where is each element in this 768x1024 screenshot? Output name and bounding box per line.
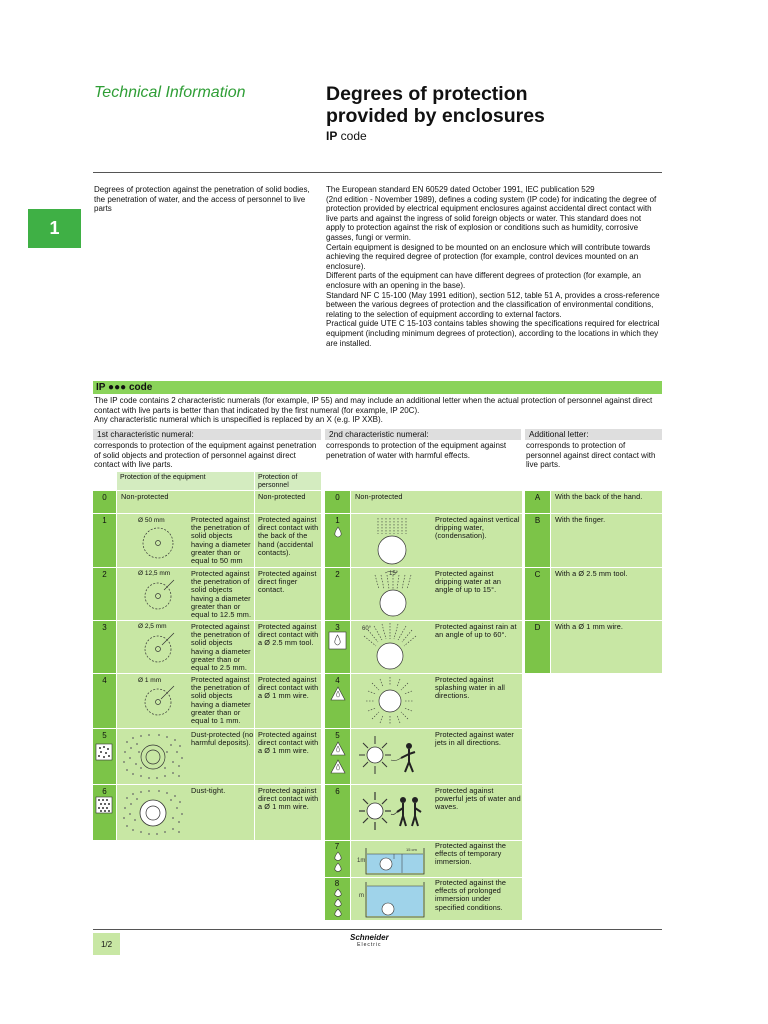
diameter-label: Ø 12,5 mm xyxy=(138,570,171,577)
prolonged-immersion-icon xyxy=(356,879,431,919)
subtitle-rest: code xyxy=(337,129,367,143)
intro-p5: Standard NF C 15-100 (May 1991 edition), section 512, table 51 A, provides a cross-reference between the various degrees of protection and the classification of environmental conditions, relating to the selection of equipment according to external factors. xyxy=(326,290,660,319)
water-7: Protected against the effects of temporary immersion. xyxy=(435,841,507,867)
prolonged-drops-icon xyxy=(333,888,343,918)
intro-p1: The European standard EN 60529 dated October 1991, IEC publication 529 xyxy=(326,185,595,194)
temporary-immersion-icon xyxy=(356,842,431,876)
equip-6: Dust-tight. xyxy=(191,786,226,795)
water-8: Protected against the effects of prolonged immersion under specified conditions. xyxy=(435,878,507,912)
dust-symbol-icon xyxy=(96,744,112,760)
first-num-4: 4 xyxy=(102,676,107,685)
water-jets-icon xyxy=(355,730,433,782)
intro-right xyxy=(326,185,662,348)
water-2: Protected against dripping water at an angle of up to 15°. xyxy=(435,569,502,595)
first-num-6: 6 xyxy=(102,787,107,796)
intro-left: Degrees of protection against the penetration of solid bodies, the penetration of water, and the access of personnel to live parts xyxy=(94,185,310,214)
title-line-2: provided by enclosures xyxy=(326,105,545,127)
dust-protected-icon xyxy=(121,732,185,782)
water-5: Protected against water jets in all directions. xyxy=(435,730,514,748)
ip-code-bar: IP ●●● code xyxy=(93,381,662,394)
diameter-label: Ø 50 mm xyxy=(138,517,165,524)
rain-symbol-icon xyxy=(329,632,346,649)
intro-p3: Certain equipment is designed to be mounted on an enclosure which will contribute towards achieving the required degree of protection (for example, control devices mounted on an enclosure). xyxy=(326,242,651,271)
intro-p6: Practical guide UTE C 15-103 contains tables showing the specifications required for electrical equipment (including minimum degrees of protection), according to the locations in which they are installed. xyxy=(326,319,660,348)
sphere-50mm-icon xyxy=(140,525,176,561)
vertical-drip-icon xyxy=(368,516,418,566)
letter-c-text: With a Ø 2.5 mm tool. xyxy=(555,569,628,578)
equip-3: Protected against the penetration of solid objects having a diameter greater than or equal to 2.5 mm. xyxy=(191,622,251,673)
page-number: 1/2 xyxy=(93,933,120,955)
letter-b-text: With the finger. xyxy=(555,515,606,524)
letter-d: D xyxy=(534,623,541,632)
dust-tight-icon xyxy=(121,788,185,838)
jet-symbol-icon-1 xyxy=(330,741,346,756)
first-numeral-header: 1st characteristic numeral: xyxy=(93,429,321,440)
letter-c: C xyxy=(534,570,541,579)
letter-a-text: With the back of the hand. xyxy=(555,492,643,501)
brand-name: Schneider xyxy=(350,933,389,942)
second-num-0: 0 xyxy=(335,493,340,502)
depth-label-15cm: 15 cm xyxy=(406,847,417,852)
second-num-3: 3 xyxy=(335,623,340,632)
second-num-6: 6 xyxy=(335,787,340,796)
splash-all-directions-icon xyxy=(365,676,415,726)
first-num-2: 2 xyxy=(102,570,107,579)
section-label: Technical Information xyxy=(94,84,246,101)
letter-b: B xyxy=(534,516,541,525)
second-num-4: 4 xyxy=(335,676,340,685)
dust-tight-symbol-icon xyxy=(96,797,112,813)
chapter-tab: 1 xyxy=(28,209,81,248)
depth-label-m: m xyxy=(359,893,364,899)
person-5: Protected against direct contact with a Ø 1 mm wire. xyxy=(258,730,319,756)
brand-logo xyxy=(350,933,389,948)
ip-desc-1: The IP code contains 2 characteristic numerals (for example, IP 55) and may include an additional letter when the actual protection of personnel against direct contact with live parts is better than that indicated by the first numeral (for example, IP 20C). xyxy=(94,396,653,415)
intro-p2: (2nd edition - November 1989), defines a coding system (IP code) for indicating the degree of protection provided by electrical equipment enclosures against accidental direct contact with live parts and against the ingress of solid foreign objects or water. This standard does not apply to protection against the risk of explosion or conditions such as humidity, corrosive gasses, fungi or vermin. xyxy=(326,194,657,242)
diameter-label: Ø 1 mm xyxy=(138,677,162,684)
ip-description xyxy=(94,396,662,425)
second-num-8: 8 xyxy=(334,879,340,888)
additional-letter-header: Additional letter: xyxy=(525,429,662,440)
brand-sub: Electric xyxy=(357,942,382,948)
first-num-0: 0 xyxy=(102,493,107,502)
title-line-1: Degrees of protection xyxy=(326,83,528,105)
splash-symbol-icon xyxy=(330,686,346,701)
equip-1: Protected against the penetration of solid objects having a diameter greater than or equal to 50 mm xyxy=(191,515,251,566)
header-divider xyxy=(93,172,662,173)
person-4: Protected against direct contact with a Ø 1 mm wire. xyxy=(258,675,319,701)
drop-icon xyxy=(333,526,343,539)
second-num-1: 1 xyxy=(335,516,340,525)
equip-0: Non-protected xyxy=(121,492,169,501)
powerful-jets-icon xyxy=(355,786,433,838)
diameter-label: Ø 2,5 mm xyxy=(138,623,167,630)
person-0: Non-protected xyxy=(258,492,306,501)
sphere-2mm-icon xyxy=(140,631,176,667)
sphere-1mm-icon xyxy=(140,684,176,720)
angle-label: 15° xyxy=(389,571,399,577)
drip-15deg-icon xyxy=(365,569,420,619)
immersion-drops-icon xyxy=(333,851,343,875)
person-2: Protected against direct finger contact. xyxy=(258,569,317,595)
second-num-2: 2 xyxy=(335,570,340,579)
second-num-7: 7 xyxy=(334,842,340,851)
ip-desc-2: Any characteristic numeral which is unspecified is replaced by an X (e.g. IP XXB). xyxy=(94,415,383,425)
jet-symbol-icon-2 xyxy=(330,759,346,774)
equip-5: Dust-protected (no harmful deposits). xyxy=(191,730,254,748)
water-3: Protected against rain at an angle of up to 60°. xyxy=(435,622,517,640)
second-numeral-desc: corresponds to protection of the equipment against penetration of water with harmful effects. xyxy=(326,441,507,460)
equip-4: Protected against the penetration of solid objects having a diameter greater than or equal to 1 mm. xyxy=(191,675,251,726)
first-num-3: 3 xyxy=(102,623,107,632)
second-numeral-header: 2nd characteristic numeral: xyxy=(325,429,521,440)
col-protection-equipment: Protection of the equipment xyxy=(117,472,254,490)
letter-d-text: With a Ø 1 mm wire. xyxy=(555,622,623,631)
water-4: Protected against splashing water in all directions. xyxy=(435,675,505,701)
first-num-5: 5 xyxy=(102,731,107,740)
second-num-5: 5 xyxy=(335,731,340,740)
person-6: Protected against direct contact with a Ø 1 mm wire. xyxy=(258,786,319,812)
equip-2: Protected against the penetration of solid objects having a diameter greater than or equal to 12.5 mm. xyxy=(191,569,252,620)
water-1: Protected against vertical dripping water, (condensation). xyxy=(435,515,520,541)
rain-60deg-icon xyxy=(360,622,420,672)
sphere-12mm-icon xyxy=(140,578,176,614)
water-0: Non-protected xyxy=(355,492,403,501)
page-subtitle xyxy=(326,129,367,143)
water-6: Protected against powerful jets of water and waves. xyxy=(435,786,521,812)
col-protection-personnel: Protection of personnel xyxy=(255,472,321,490)
first-num-1: 1 xyxy=(102,516,107,525)
first-numeral-desc: corresponds to protection of the equipment against penetration of solid objects and protection of personnel against direct contact with live parts. xyxy=(94,441,317,470)
person-3: Protected against direct contact with a Ø 2.5 mm tool. xyxy=(258,622,319,648)
person-1: Protected against direct contact with the back of the hand (accidental contacts). xyxy=(258,515,319,557)
additional-letter-desc: corresponds to protection of personnel against direct contact with live parts. xyxy=(526,441,656,470)
intro-p4: Different parts of the equipment can have different degrees of protection (for example, an enclosure with an opening in the base). xyxy=(326,271,642,290)
letter-a: A xyxy=(534,493,541,502)
footer-divider xyxy=(93,929,662,930)
depth-label-1m: 1m xyxy=(357,858,366,864)
page-title xyxy=(326,83,646,127)
subtitle-bold: IP xyxy=(326,129,338,143)
angle-label: 60° xyxy=(362,626,372,632)
